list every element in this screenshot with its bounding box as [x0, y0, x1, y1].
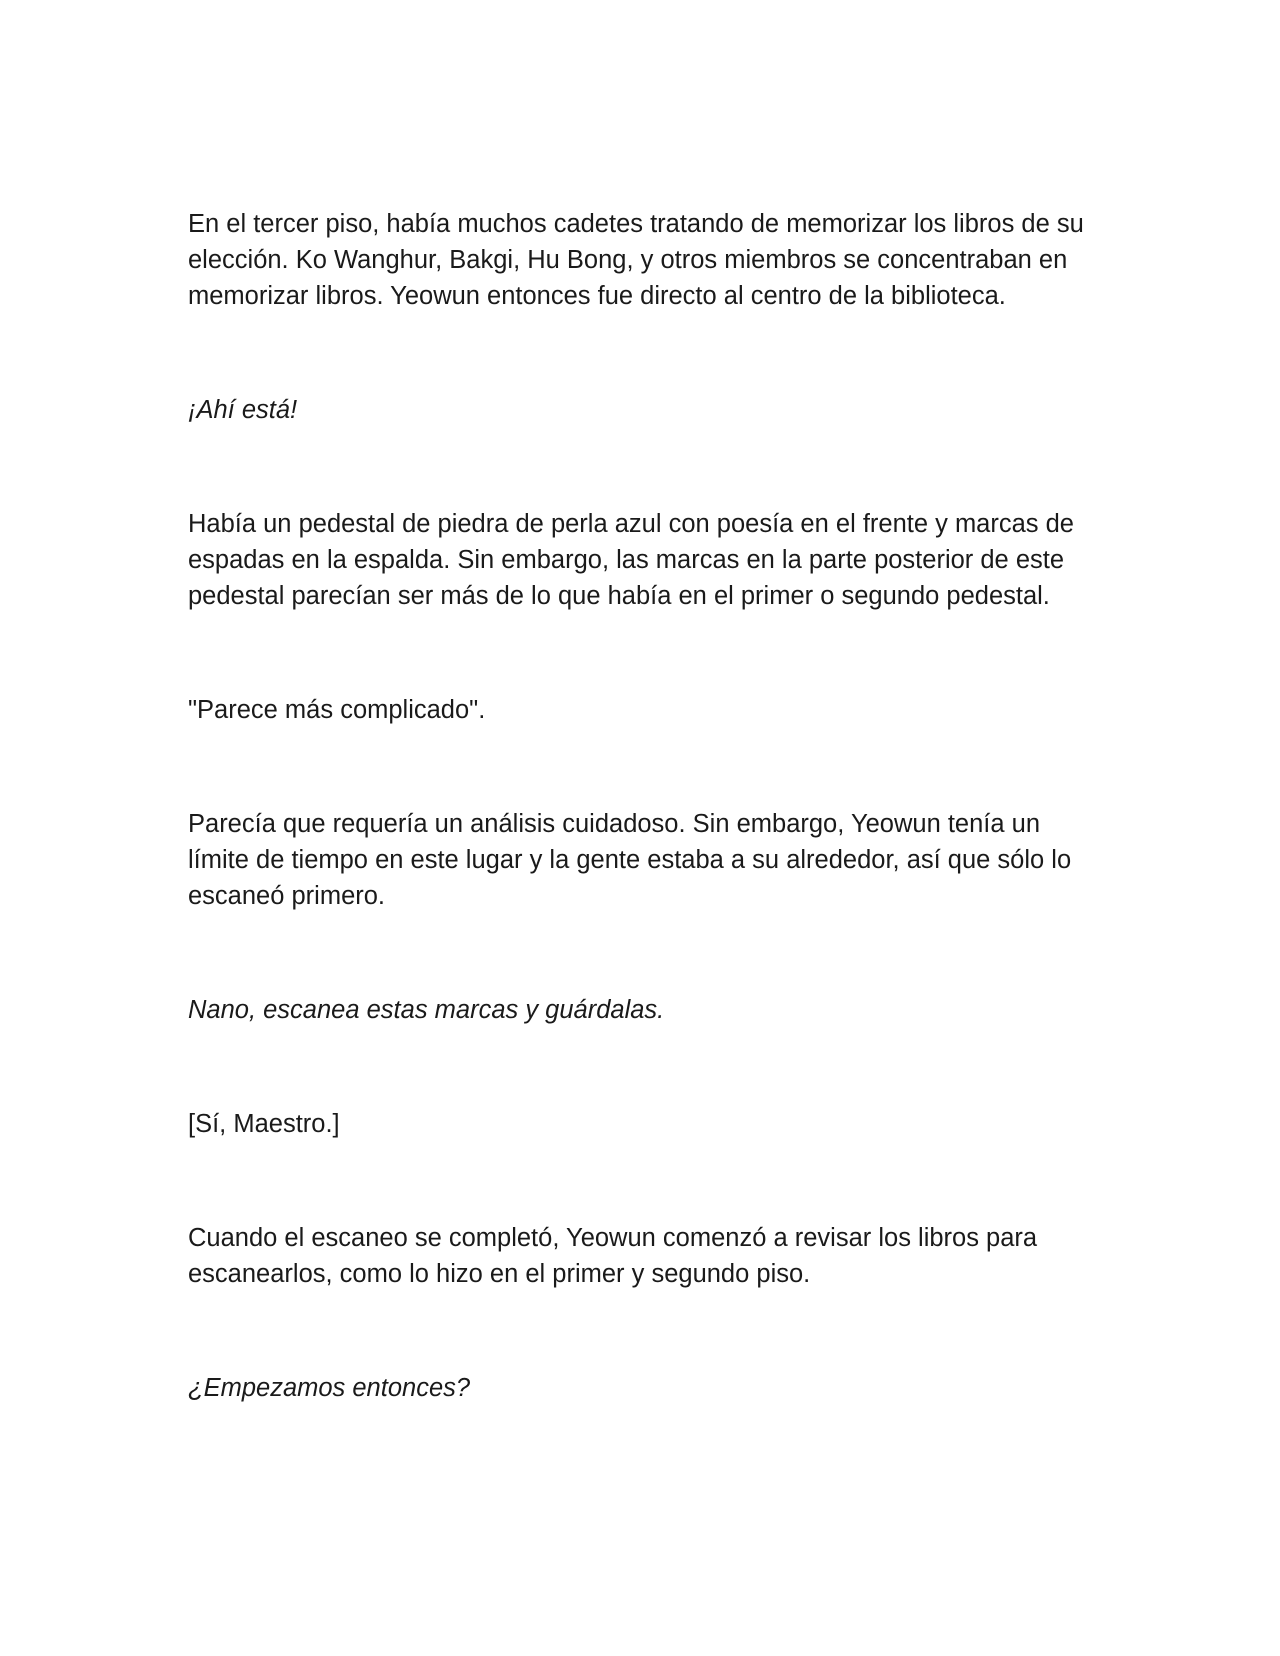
- paragraph-8: Cuando el escaneo se completó, Yeowun comenzó a revisar los libros para escanearlos, como lo hizo en el primer y segundo piso.: [188, 1224, 1038, 1288]
- document-body: [188, 206, 1108, 1406]
- paragraph-7-system: [Sí, Maestro.]: [188, 1110, 340, 1138]
- paragraph-4-dialogue: "Parece más complicado".: [188, 696, 486, 724]
- paragraph-3: Había un pedestal de piedra de perla azul con poesía en el frente y marcas de espadas en la espalda. Sin embargo, las marcas en la parte posterior de este pedestal parecían ser más de lo que había en el primer o segundo pedestal.: [188, 510, 1074, 610]
- paragraph-9-thought: ¿Empezamos entonces?: [188, 1374, 471, 1402]
- paragraph-6-thought: Nano, escanea estas marcas y guárdalas.: [188, 996, 665, 1024]
- paragraph-1: En el tercer piso, había muchos cadetes tratando de memorizar los libros de su elección. Ko Wanghur, Bakgi, Hu Bong, y otros miembros se concentraban en memorizar libros. Yeowun entonces fue directo al centro de la biblioteca.: [188, 210, 1084, 310]
- paragraph-2-thought: ¡Ahí está!: [188, 396, 298, 424]
- paragraph-5: Parecía que requería un análisis cuidadoso. Sin embargo, Yeowun tenía un límite de tiempo en este lugar y la gente estaba a su alrededor, así que sólo lo escaneó primero.: [188, 810, 1072, 910]
